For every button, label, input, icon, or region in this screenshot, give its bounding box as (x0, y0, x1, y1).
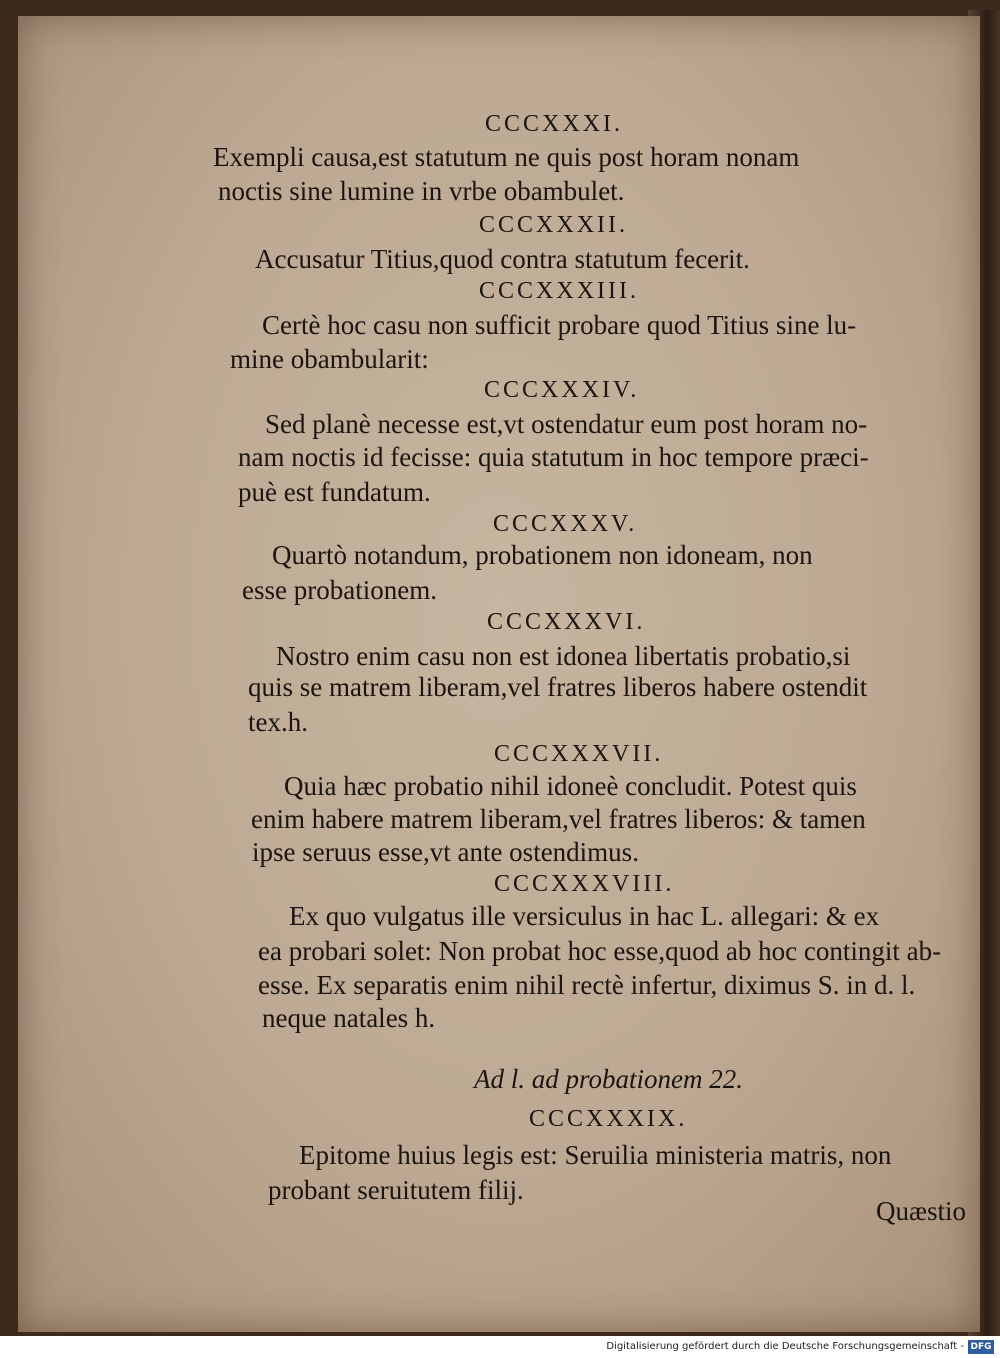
text-line: tex.h. (248, 707, 308, 737)
dfg-logo: DFG (968, 1340, 994, 1354)
text-line: probant seruitutem filij. (268, 1175, 524, 1205)
text-line: Sed planè necesse est,vt ostendatur eum post horam no- (265, 409, 868, 439)
footer-bar (0, 1336, 1000, 1358)
footer-credit: Digitalisierung gefördert durch die Deutsche Forschungsgemeinschaft - (606, 1341, 964, 1352)
text-line: esse. Ex separatis enim nihil rectè infertur, diximus S. in d. l. (258, 970, 916, 1000)
section-heading: CCCXXXIII. (479, 278, 639, 304)
text-line: Exempli causa,est statutum ne quis post horam nonam (213, 142, 800, 172)
section-heading: CCCXXXVIII. (494, 871, 675, 897)
text-line: nam noctis id fecisse: quia statutum in hoc tempore præci- (238, 442, 869, 472)
text-line: Ex quo vulgatus ille versiculus in hac L. allegari: & ex (289, 901, 880, 931)
section-heading: CCCXXXV. (493, 511, 638, 537)
section-heading: CCCXXXII. (479, 212, 629, 238)
text-line: Epitome huius legis est: Seruilia ministeria matris, non (299, 1140, 892, 1170)
section-heading: CCCXXXVII. (494, 741, 664, 767)
section-heading: CCCXXXIX. (529, 1106, 688, 1132)
text-line: Accusatur Titius,quod contra statutum fecerit. (255, 244, 750, 274)
section-heading: CCCXXXIV. (484, 377, 640, 403)
catchword: Quæstio (876, 1196, 967, 1226)
text-line: Quia hæc probatio nihil idoneè concludit. Potest quis (284, 771, 857, 801)
text-line: enim habere matrem liberam,vel fratres liberos: & tamen (251, 804, 866, 834)
text-line: Nostro enim casu non est idonea libertatis probatio,si (276, 641, 851, 671)
text-line: quis se matrem liberam,vel fratres liberos habere ostendit (248, 672, 868, 702)
section-heading: CCCXXXVI. (487, 609, 646, 635)
text-line: ea probari solet: Non probat hoc esse,quod ab hoc contingit ab- (258, 936, 942, 966)
text-line: esse probationem. (242, 575, 437, 605)
section-heading: CCCXXXI. (485, 111, 624, 137)
text-line: neque natales h. (262, 1003, 436, 1033)
text-line: mine obambularit: (230, 344, 429, 374)
text-line: noctis sine lumine in vrbe obambulet. (218, 176, 625, 206)
text-line: ipse seruus esse,vt ante ostendimus. (252, 837, 639, 867)
text-line: Quartò notandum, probationem non idoneam, non (272, 540, 813, 570)
text-line: puè est fundatum. (238, 477, 431, 507)
subsection-heading: Ad l. ad probationem 22. (474, 1064, 743, 1094)
text-line: Certè hoc casu non sufficit probare quod Titius sine lu- (262, 310, 857, 340)
